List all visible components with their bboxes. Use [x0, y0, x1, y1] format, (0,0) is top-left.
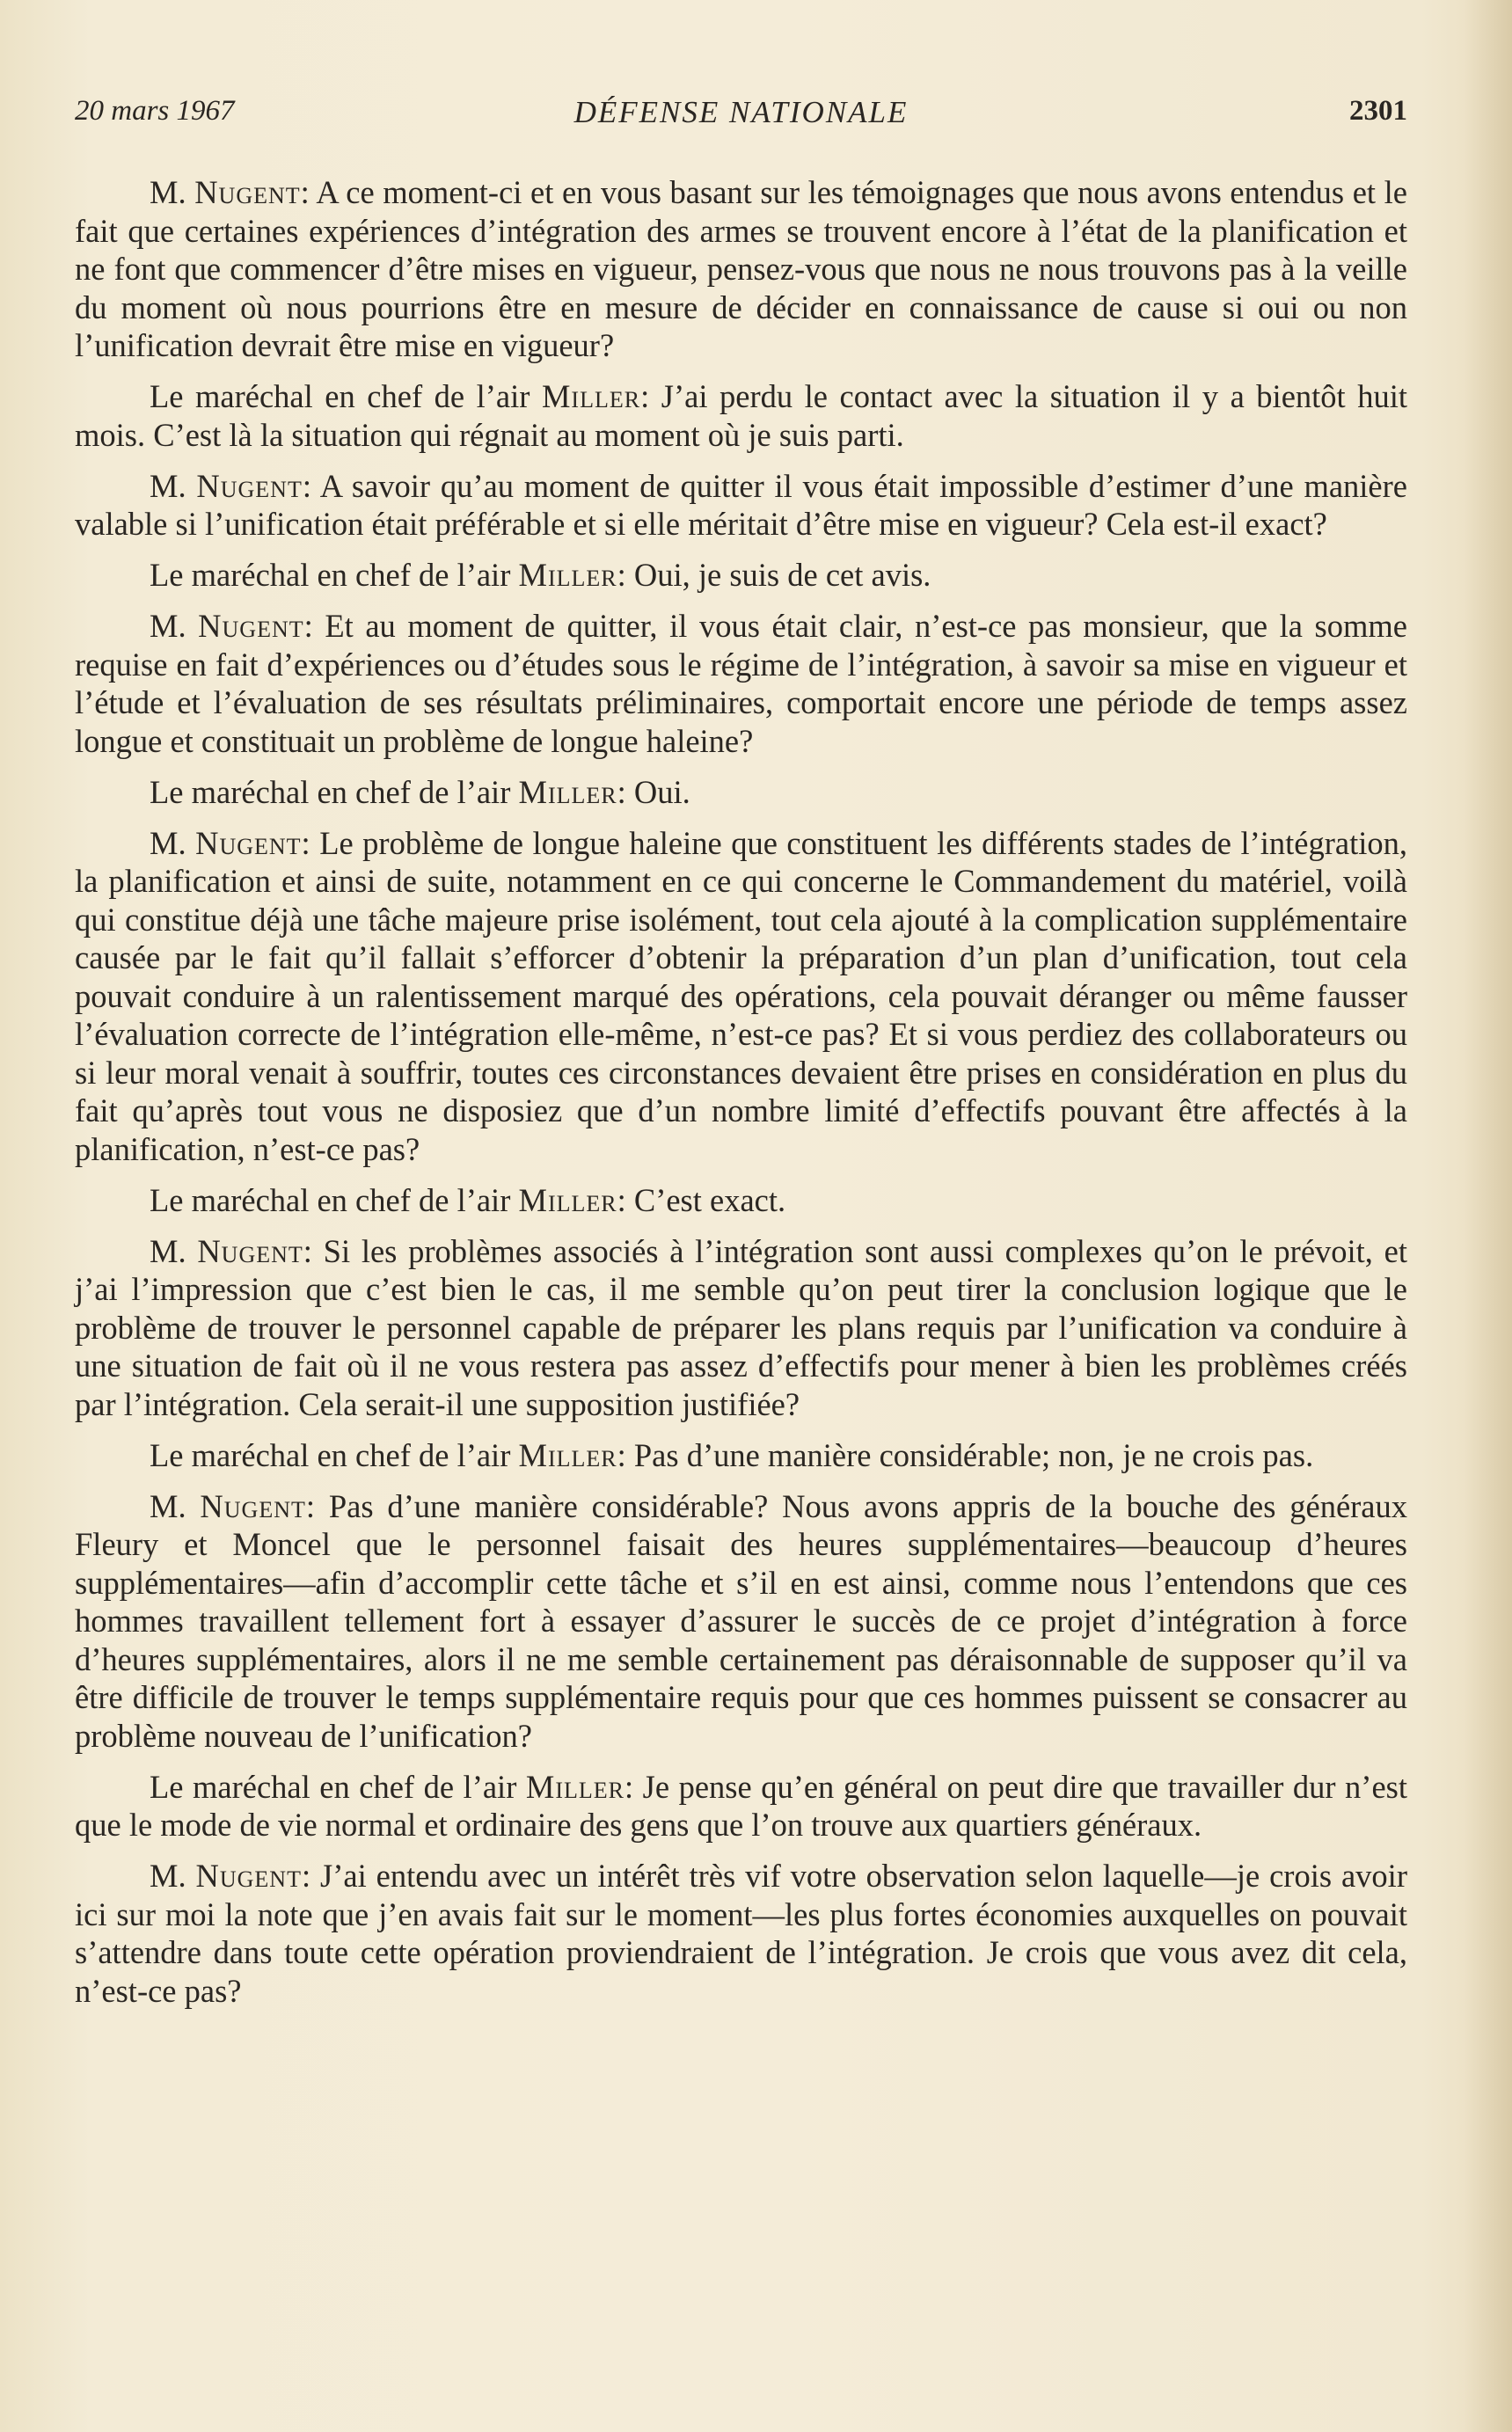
speaker-name: Nugent	[195, 1858, 302, 1894]
speaker-name: Nugent	[194, 174, 301, 210]
paragraph	[75, 1857, 1407, 2010]
paragraph	[75, 1768, 1407, 1844]
speaker-prefix: M.	[150, 1232, 198, 1269]
speaker-prefix: M.	[150, 1858, 196, 1894]
speaker-prefix: M.	[150, 824, 196, 861]
header-page-number: 2301	[1349, 95, 1407, 127]
speaker-name: Nugent	[200, 1487, 306, 1524]
transcript-body	[75, 173, 1407, 2023]
paragraph-text: : Pas d’une manière considérable; non, je ne crois pas.	[617, 1436, 1314, 1473]
speaker-prefix: M.	[150, 467, 197, 504]
paragraph-text: : Je pense qu’en général on peut dire que travailler dur n’est que le mode de vie normal et ordinaire des gens que l’on trouve aux quartiers généraux.	[75, 1768, 1407, 1843]
speaker-name: Miller	[518, 773, 617, 810]
paragraph	[75, 173, 1407, 365]
speaker-name: Miller	[541, 378, 641, 414]
paragraph-text: : Le problème de longue haleine que constituent les différents stades de l’intégration, la planification et ainsi de suite, notamment en ce qui concerne le Commandement du matériel, voilà qui constitue déjà une tâche majeure prise isolément, tout cela ajouté à la complication supplémentaire causée par le fait qu’il fallait s’efforcer d’obtenir la préparation d’un plan d’unification, tout cela pouvait conduire à un ralentissement marqué des opérations, cela pouvait déranger ou même fausser l’évaluation correcte de l’intégration elle-même, n’est-ce pas? Et si vous perdiez des collaborateurs ou si leur moral venait à souffrir, toutes ces circonstances devaient être prises en considération en plus du fait qu’après tout vous ne disposiez que d’un nombre limité d’effectifs pouvant être affectés à la planification, n’est-ce pas?	[75, 824, 1407, 1167]
speaker-prefix: Le maréchal en chef de l’air	[150, 1768, 526, 1805]
header-title: DÉFENSE NATIONALE	[573, 95, 909, 129]
speaker-name: Nugent	[196, 467, 303, 504]
speaker-prefix: Le maréchal en chef de l’air	[150, 1436, 519, 1473]
paragraph-text: : Oui.	[617, 773, 690, 810]
page-edge-shadow	[1464, 0, 1512, 2432]
speaker-prefix: Le maréchal en chef de l’air	[150, 773, 519, 810]
speaker-name: Nugent	[197, 1232, 303, 1269]
paragraph	[75, 607, 1407, 760]
speaker-name: Nugent	[198, 608, 304, 644]
speaker-name: Miller	[518, 1181, 617, 1218]
paragraph-text: : J’ai perdu le contact avec la situation il y a bientôt huit mois. C’est là la situation qui régnait au moment où je suis parti.	[75, 378, 1408, 453]
speaker-prefix: M.	[150, 174, 195, 210]
paragraph	[75, 1487, 1407, 1756]
paragraph-text: : A savoir qu’au moment de quitter il vous était impossible d’estimer d’une manière valable si l’unification était préférable et si elle méritait d’être mise en vigueur? Cela est-il exact?	[75, 467, 1407, 542]
paragraph	[75, 1181, 1407, 1220]
paragraph-text: : Pas d’une manière considérable? Nous avons appris de la bouche des généraux Fleury et Moncel que le personnel faisait des heures supplémentaires—beaucoup d’heures supplémentaires—afin d’accomplir cette tâche et s’il en est ainsi, comme nous l’entendons que ces hommes travaillent tellement fort à essayer d’assurer le succès de ce projet d’intégration à force d’heures supplémentaires, alors il ne me semble certainement pas déraisonnable de supposer qu’il va être difficile de trouver le temps supplémentaire requis pour que ces hommes puissent se consacrer au problème nouveau de l’unification?	[75, 1487, 1407, 1754]
paragraph-text: : J’ai entendu avec un intérêt très vif votre observation selon laquelle—je crois avoir ici sur moi la note que j’en avais fait sur le moment—les plus fortes économies auxquelles on pouvait s’attendre dans toute cette opération proviendraient de l’intégration. Je crois que vous avez dit cela, n’est-ce pas?	[75, 1858, 1407, 2009]
speaker-prefix: M.	[150, 608, 199, 644]
paragraph	[75, 1436, 1407, 1475]
paragraph-text: : A ce moment-ci et en vous basant sur les témoignages que nous avons entendus et le fait que certaines expériences d’intégration des armes se trouvent encore à l’état de la planification et ne font que commencer d’être mises en vigueur, pensez-vous que nous ne nous trouvons pas à la veille du moment où nous pourrions être en mesure de décider en connaissance de cause si oui ou non l’unification devrait être mise en vigueur?	[75, 174, 1407, 363]
paragraph	[75, 824, 1407, 1169]
speaker-name: Miller	[518, 557, 617, 593]
paragraph-text: : Et au moment de quitter, il vous était clair, n’est-ce pas monsieur, que la somme requise en fait d’expériences ou d’études sous le régime de l’intégration, à savoir sa mise en vigueur et l’étude et l’évaluation de ses résultats préliminaires, comportait encore une période de temps assez longue et constituait un problème de longue haleine?	[75, 608, 1407, 759]
speaker-name: Nugent	[195, 824, 302, 861]
paragraph	[75, 1232, 1407, 1424]
speaker-prefix: Le maréchal en chef de l’air	[150, 557, 519, 593]
header-date: 20 mars 1967	[75, 95, 235, 127]
speaker-prefix: Le maréchal en chef de l’air	[150, 1181, 519, 1218]
speaker-prefix: M.	[150, 1487, 201, 1524]
paragraph-text: : Si les problèmes associés à l’intégration sont aussi complexes qu’on le prévoit, et j’ai l’impression que c’est bien le cas, il me semble qu’on peut tirer la conclusion logique que le problème de trouver le personnel capable de préparer les plans requis par l’unification va conduire à une situation de fait où il ne vous restera pas assez d’effectifs pour mener à bien les problèmes créés par l’intégration. Cela serait-il une supposition justifiée?	[75, 1232, 1407, 1422]
paragraph	[75, 377, 1407, 454]
paragraph	[75, 556, 1407, 595]
paragraph	[75, 467, 1407, 544]
paragraph	[75, 773, 1407, 812]
speaker-name: Miller	[518, 1436, 617, 1473]
paragraph-text: : C’est exact.	[617, 1181, 786, 1218]
speaker-prefix: Le maréchal en chef de l’air	[150, 378, 542, 414]
running-header	[75, 95, 1407, 139]
speaker-name: Miller	[525, 1768, 625, 1805]
paragraph-text: : Oui, je suis de cet avis.	[617, 557, 931, 593]
